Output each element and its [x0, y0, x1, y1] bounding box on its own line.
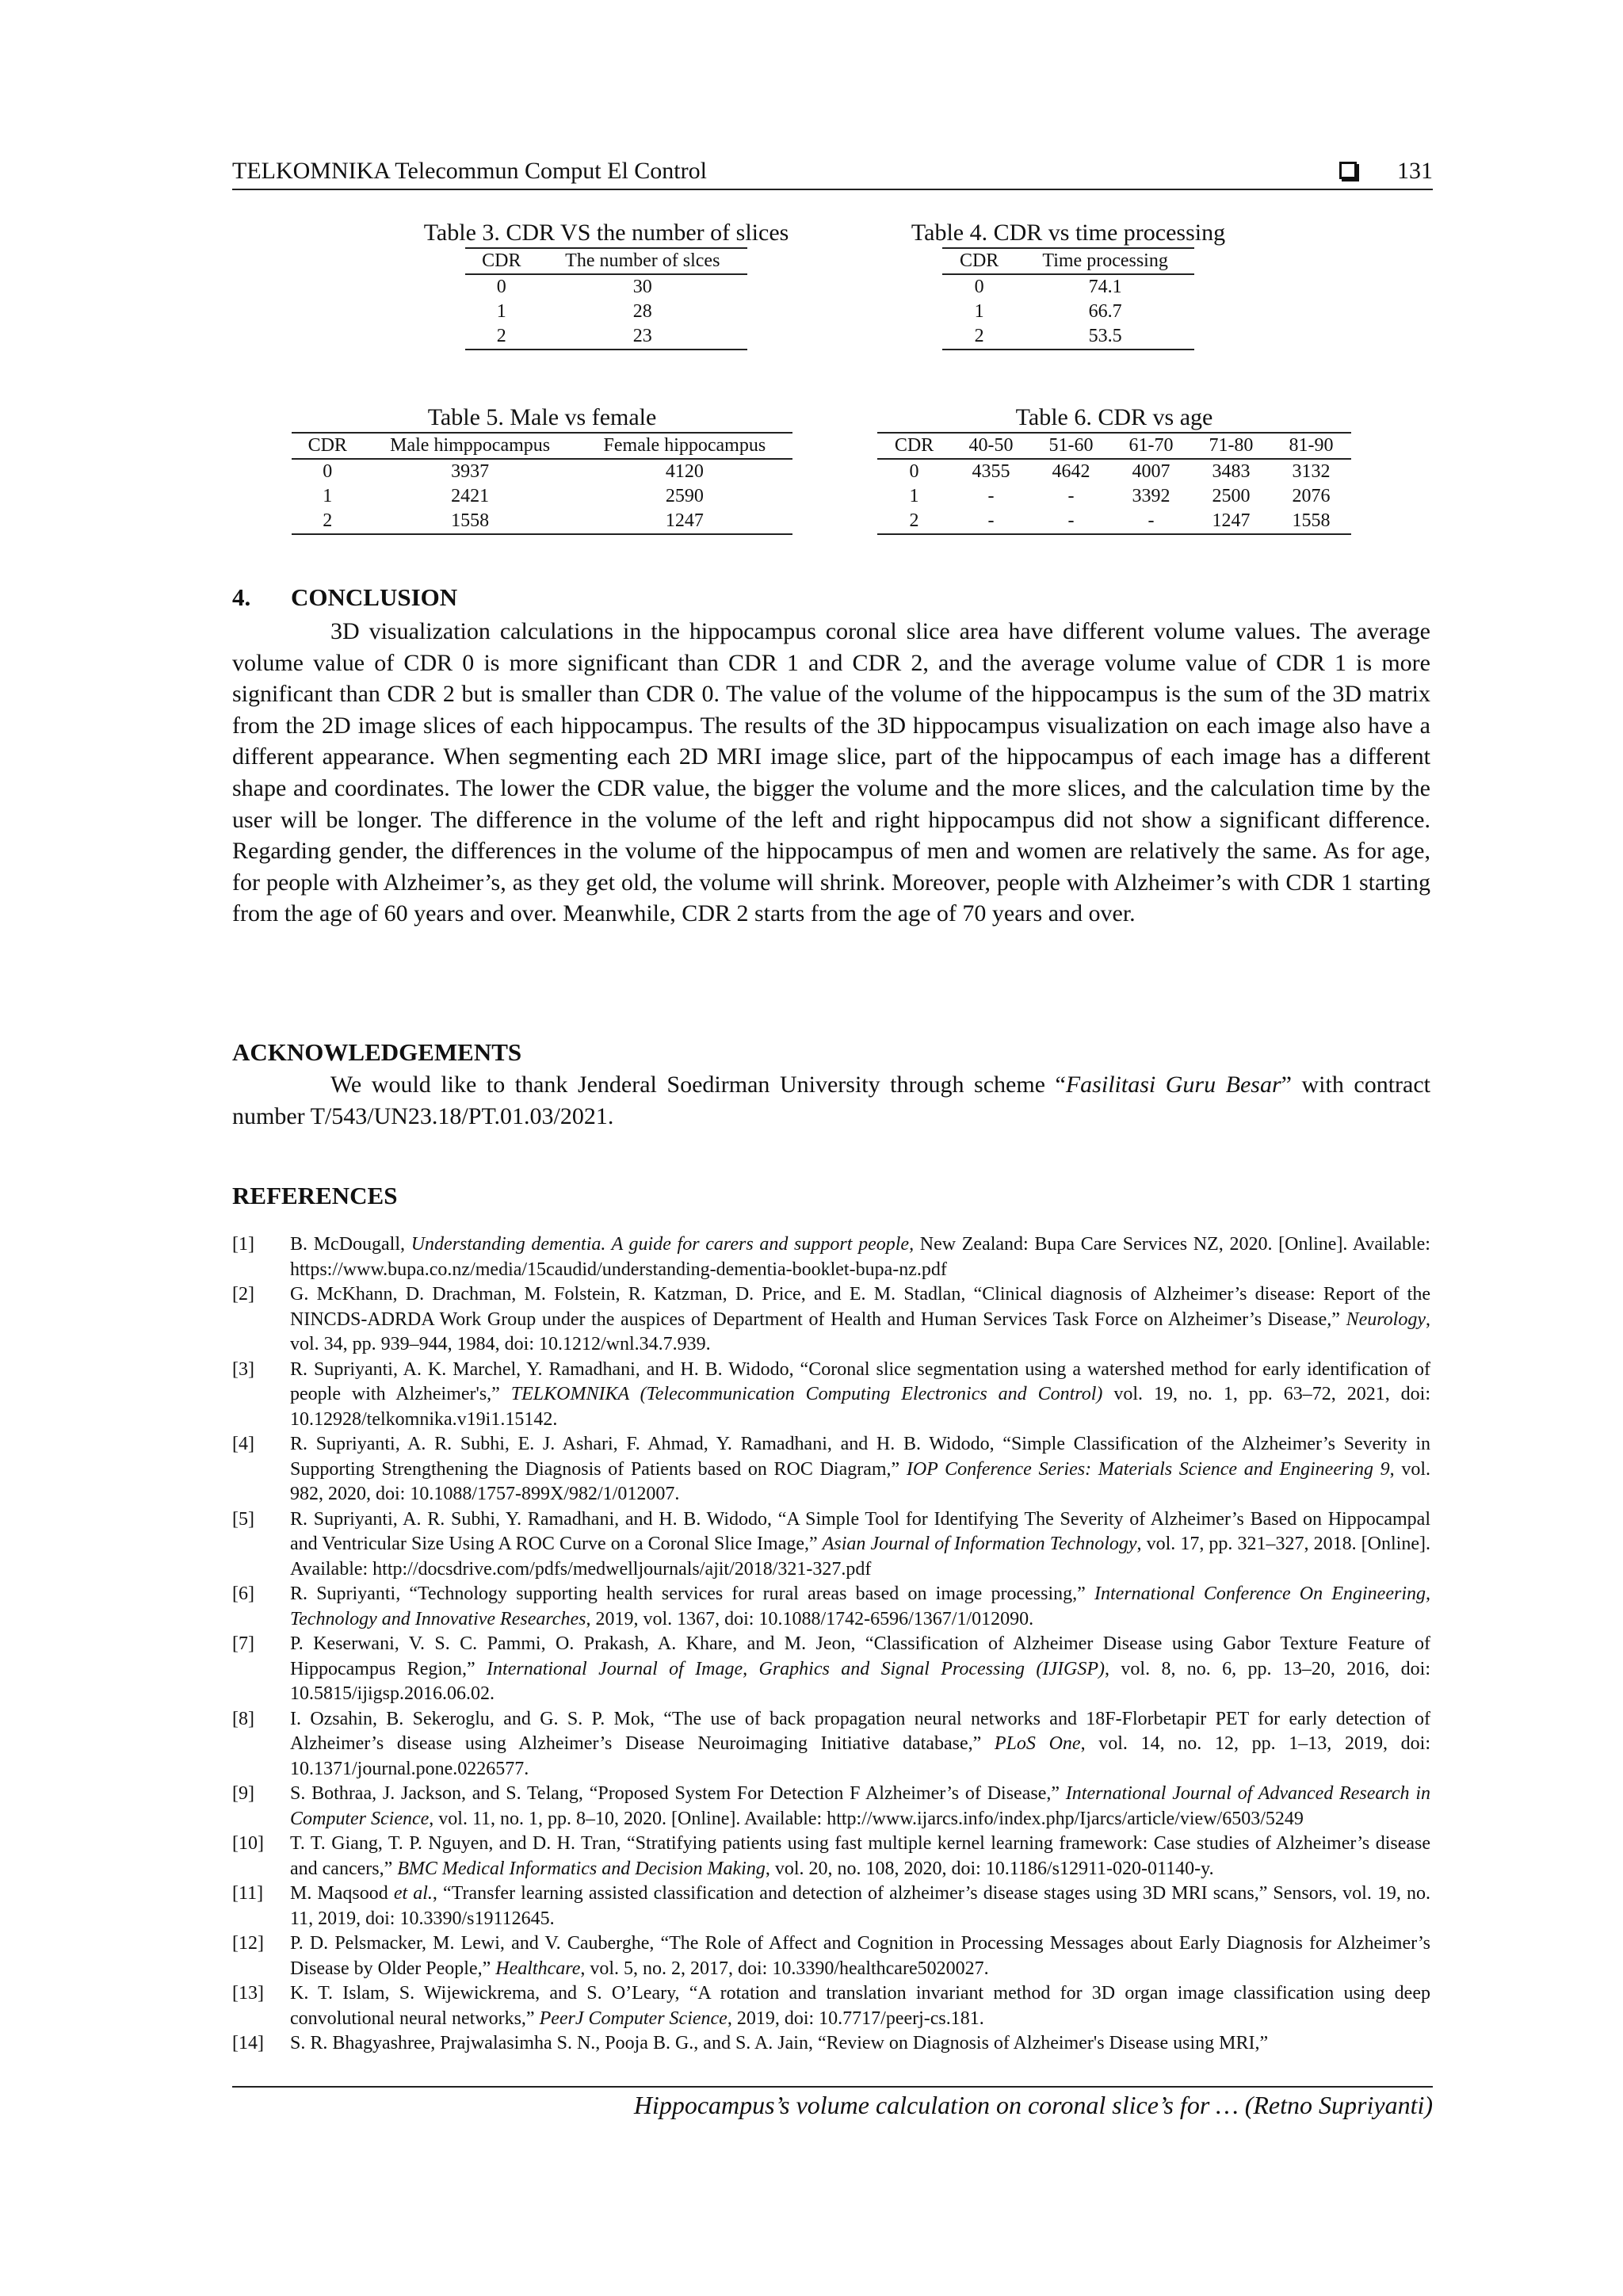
reference-text-part: , vol. 17, pp. 321–327, 2018. [Online]. Available: http://docsdrive.com/pdfs/medwelljournals/ajit/2018/321-327.pdf: [290, 1534, 1430, 1580]
table-cell: 1247: [1191, 509, 1271, 534]
table-cell: 2: [877, 509, 951, 534]
table-cell: -: [951, 509, 1031, 534]
table-cell: 1: [974, 301, 984, 322]
reference-text-part: M. Maqsood: [290, 1883, 394, 1904]
ack-text-after: ” with contract number T/543/UN23.18/PT.01.03/2021.: [232, 1072, 1430, 1129]
running-footer: Hippocampus’s volume calculation on coronal slice’s for … (Retno Supriyanti): [633, 2091, 1433, 2119]
reference-text-part: , vol. 5, no. 2, 2017, doi: 10.3390/healthcare5020027.: [580, 1958, 989, 1979]
reference-item: [232, 1632, 1430, 1707]
table-row: [942, 300, 1194, 324]
table-cell: 2421: [451, 486, 490, 506]
table-cell: 4642: [1052, 461, 1090, 482]
table-cell: 1: [323, 486, 333, 506]
table-header-cell: CDR: [942, 248, 1016, 274]
table-header-cell: 81-90: [1271, 433, 1351, 459]
reference-number: [2]: [232, 1284, 254, 1305]
reference-text: [290, 1782, 1430, 1832]
reference-text-part: , vol. 8, no. 6, pp. 13–20, 2016, doi: 10.5815/ijigsp.2016.06.02.: [290, 1658, 1431, 1704]
reference-text-part: , vol. 11, no. 1, pp. 8–10, 2020. [Online]. Available: http://www.ijarcs.info/index.php/Ijarcs/article/view/6503/5249: [429, 1808, 1304, 1829]
table-4: [886, 219, 1251, 350]
reference-number: [3]: [232, 1358, 254, 1380]
reference-text-part: P. D. Pelsmacker, M. Lewi, and V. Cauberghe, “The Role of Affect and Cognition in Processing Messages about Early Diagnosis for Alzheimer’s Disease by Older People,”: [290, 1933, 1430, 1979]
reference-item: [232, 1507, 1430, 1583]
references-list: [232, 1232, 1430, 2057]
reference-text-part: S. Bothraa, J. Jackson, and S. Telang, “Proposed System For Detection F Alzheimer’s of Disease,”: [290, 1783, 1066, 1804]
table-row: [942, 274, 1194, 300]
reference-text: [290, 1282, 1430, 1358]
journal-name: TELKOMNIKA Telecommun Comput El Control: [232, 158, 707, 184]
acknowledgements-heading: ACKNOWLEDGEMENTS: [232, 1038, 522, 1066]
reference-text-part: , “Transfer learning assisted classification and detection of alzheimer’s disease stages using 3D MRI scans,” Sensors, vol. 19, no. 11, 2019, doi: 10.3390/s19112645.: [290, 1883, 1430, 1929]
table-5-caption: Table 5. Male vs female: [427, 404, 657, 430]
square-bullet-icon: [1339, 162, 1357, 179]
reference-item: [232, 1432, 1430, 1507]
reference-text-part: I. Ozsahin, B. Sekeroglu, and G. S. P. Mok, “The use of back propagation neural networks and 18F-Florbetapir PET for early detection of Alzheimer’s disease using Alzheimer’s Disease Neuroimaging Initiative database,”: [290, 1708, 1430, 1754]
reference-item: [232, 1782, 1430, 1832]
table-header-cell: 40-50: [951, 433, 1031, 459]
reference-text-part: R. Supriyanti, A. R. Subhi, Y. Ramadhani, and H. B. Widodo, “A Simple Tool for Identifying The Severity of Alzheimer’s Based on Hippocampal and Ventricular Size Using A ROC Curve on a Coronal Slice Image,”: [290, 1508, 1430, 1554]
reference-item: [232, 1881, 1430, 1931]
table-row: [465, 274, 747, 300]
table-cell: 2500: [1212, 486, 1251, 506]
conclusion-paragraph: 3D visualization calculations in the hippocampus coronal slice area have different volume values. The average volume value of CDR 0 is more significant than CDR 1 and CDR 2, and the average volume value of CDR 1 is more significant than CDR 2 but is smaller than CDR 0. The value of the volume of the hippocampus is the sum of the 3D matrix from the 2D image slices of each hippocampus. The results of the 3D hippocampus visualization on each image also have a different appearance. When segmenting each 2D MRI image slice, part of the hippocampus of each image has a different shape and coordinates. The lower the CDR value, the bigger the volume and the more slices, and the calculation time by the user will be longer. The difference in the volume of the left and right hippocampus did not show a significant difference. Regarding gender, the differences in the volume of the hippocampus of men and women are relatively the same. As for age, for people with Alzheimer’s, as they get old, the volume will shrink. Moreover, people with Alzheimer’s with CDR 1 starting from the age of 60 years and over. Meanwhile, CDR 2 starts from the age of 70 years and over.: [232, 618, 1430, 927]
reference-item: [232, 2031, 1430, 2057]
table-cell: -: [1067, 486, 1075, 506]
table-header-cell: CDR: [877, 433, 951, 459]
reference-text-part: , vol. 982, 2020, doi: 10.1088/1757-899X/982/1/012007.: [290, 1458, 1431, 1504]
reference-text-part: S. R. Bhagyashree, Prajwalasimha S. N., Pooja B. G., and S. A. Jain, “Review on Diagnosis of Alzheimer's Disease using MRI,”: [290, 2033, 1269, 2053]
references-heading: REFERENCES: [232, 1182, 398, 1209]
table-cell: -: [1031, 509, 1111, 534]
table-header-cell: CDR: [292, 433, 364, 459]
reference-number: [13]: [232, 1983, 264, 2004]
reference-item: [232, 1232, 1430, 1282]
table-4-grid: [942, 247, 1194, 350]
table-cell: 0: [974, 277, 984, 297]
reference-item: [232, 1582, 1430, 1632]
table-header-cell: 61-70: [1111, 433, 1191, 459]
page-number: 131: [1397, 158, 1433, 184]
table-cell: 0: [909, 461, 919, 482]
table-5-grid: [292, 432, 792, 535]
table-cell: 2: [942, 324, 1016, 350]
reference-number: [7]: [232, 1633, 254, 1654]
reference-italic-part: Neurology: [1346, 1308, 1426, 1330]
reference-italic-part: Healthcare: [495, 1958, 581, 1979]
section-number: 4.: [232, 583, 251, 611]
table-cell: 1558: [364, 509, 577, 534]
table-header-cell: CDR: [465, 248, 538, 274]
table-cell: 4007: [1132, 461, 1170, 482]
table-row: [292, 459, 792, 484]
table-cell: 2076: [1292, 486, 1331, 506]
reference-number: [6]: [232, 1584, 254, 1604]
table-header-cell: Time processing: [1016, 248, 1194, 274]
reference-italic-part: International Journal of Image, Graphics and Signal Processing (IJIGSP): [487, 1658, 1106, 1679]
footer-rule: [232, 2086, 1433, 2088]
ack-text-before: We would like to thank Jenderal Soedirman University through scheme “: [330, 1072, 1066, 1098]
reference-number: [11]: [232, 1883, 264, 1904]
reference-text: [290, 1707, 1430, 1782]
reference-italic-part: International Conference On Engineering, Technology and Innovative Researches: [290, 1584, 1430, 1629]
reference-number: [5]: [232, 1508, 254, 1530]
reference-item: [232, 1931, 1430, 1981]
reference-text: [290, 1931, 1430, 1981]
reference-italic-part: PLoS One: [994, 1733, 1081, 1754]
table-cell: 1247: [577, 509, 792, 534]
reference-item: [232, 1981, 1430, 2031]
table-row: [942, 324, 1194, 350]
table-4-caption: Table 4. CDR vs time processing: [911, 220, 1226, 246]
ack-scheme-name: Fasilitasi Guru Besar: [1065, 1072, 1281, 1098]
reference-italic-part: Understanding dementia. A guide for carers and support people,: [411, 1234, 915, 1255]
table-cell: 1: [496, 301, 506, 322]
reference-text-part: R. Supriyanti, A. K. Marchel, Y. Ramadhani, and H. B. Widodo, “Coronal slice segmentation using a watershed method for early identification of people with Alzheimer's,”: [290, 1358, 1430, 1404]
table-cell: 74.1: [1088, 277, 1122, 297]
section-title-text: CONCLUSION: [291, 583, 458, 611]
acknowledgements-paragraph: [232, 1069, 1430, 1132]
table-header-cell: Female hippocampus: [577, 433, 792, 459]
table-cell: 3392: [1132, 486, 1170, 506]
table-cell: 53.5: [1016, 324, 1194, 350]
reference-text: [290, 2031, 1430, 2057]
reference-item: [232, 1707, 1430, 1782]
table-row: [877, 509, 1351, 534]
table-cell: 3132: [1292, 461, 1331, 482]
table-row: [292, 509, 792, 534]
reference-text: [290, 1582, 1430, 1632]
reference-item: [232, 1832, 1430, 1881]
reference-text-part: , 2019, vol. 1367, doi: 10.1088/1742-6596/1367/1/012090.: [586, 1608, 1034, 1629]
table-cell: 3483: [1212, 461, 1251, 482]
table-header-cell: 51-60: [1031, 433, 1111, 459]
reference-text-part: , 2019, doi: 10.7717/peerj-cs.181.: [727, 2008, 984, 2029]
reference-italic-part: BMC Medical Informatics and Decision Making: [397, 1858, 766, 1879]
reference-italic-part: IOP Conference Series: Materials Science and Engineering 9: [906, 1458, 1390, 1480]
table-row: [465, 300, 747, 324]
table-cell: 0: [496, 277, 506, 297]
table-3: [388, 219, 824, 350]
reference-item: [232, 1282, 1430, 1358]
reference-text: [290, 1881, 1430, 1931]
table-cell: 1558: [1271, 509, 1351, 534]
reference-text-part: G. McKhann, D. Drachman, M. Folstein, R. Katzman, D. Price, and E. M. Stadlan, “Clinical diagnosis of Alzheimer’s disease: Report of the NINCDS-ADRDA Work Group under the auspices of Department of Health and Human Services Task Force on Alzheimer’s Disease,”: [290, 1284, 1430, 1330]
table-cell: 1: [909, 486, 919, 506]
table-row: [292, 484, 792, 509]
table-row: [465, 324, 747, 350]
reference-number: [8]: [232, 1708, 254, 1729]
reference-number: [4]: [232, 1434, 254, 1454]
reference-text-part: K. T. Islam, S. Wijewickrema, and S. O’Leary, “A rotation and translation invariant method for 3D organ image classification using deep convolutional neural networks,”: [290, 1983, 1430, 2029]
reference-text-part: vol. 19, no. 1, pp. 63–72, 2021, doi: 10.12928/telkomnika.v19i1.15142.: [290, 1384, 1430, 1430]
reference-italic-part: PeerJ Computer Science: [539, 2008, 727, 2029]
table-3-grid: [465, 247, 747, 350]
reference-text-part: T. T. Giang, T. P. Nguyen, and D. H. Tran, “Stratifying patients using fast multiple kernel learning framework: Case studies of Alzheimer’s disease and cancers,”: [290, 1833, 1430, 1879]
reference-text: [290, 1232, 1430, 1282]
table-cell: 0: [323, 461, 333, 482]
reference-text-part: , vol. 14, no. 12, pp. 1–13, 2019, doi: 10.1371/journal.pone.0226577.: [290, 1733, 1430, 1779]
reference-number: [1]: [232, 1234, 254, 1255]
table-6-caption: Table 6. CDR vs age: [1015, 404, 1213, 430]
reference-text-part: P. Keserwani, V. S. C. Pammi, O. Prakash, A. Khare, and M. Jeon, “Classification of Alzheimer Disease using Gabor Texture Feature of Hippocampus Region,”: [290, 1633, 1430, 1679]
table-6: [877, 403, 1351, 535]
reference-text: [290, 1981, 1430, 2031]
reference-italic-part: et al.: [393, 1883, 433, 1904]
reference-text: [290, 1632, 1430, 1707]
table-cell: 23: [538, 324, 747, 350]
reference-text-part: R. Supriyanti, A. R. Subhi, E. J. Ashari, F. Ahmad, Y. Ramadhani, and H. B. Widodo, “Simple Classification of the Alzheimer’s Severity in Supporting Strengthening the Diagnosis of Patients based on ROC Diagram,”: [290, 1434, 1430, 1480]
reference-text: [290, 1832, 1430, 1881]
reference-text: [290, 1507, 1430, 1583]
reference-italic-part: International Journal of Advanced Research in Computer Science: [290, 1783, 1430, 1829]
table-cell: 4355: [972, 461, 1010, 482]
table-row: [877, 484, 1351, 509]
reference-number: [9]: [232, 1783, 254, 1804]
table-cell: 2: [465, 324, 538, 350]
table-cell: 4120: [665, 461, 704, 482]
table-cell: 30: [632, 277, 652, 297]
table-cell: 66.7: [1088, 301, 1122, 322]
reference-text: [290, 1432, 1430, 1507]
reference-text-part: R. Supriyanti, “Technology supporting health services for rural areas based on image processing,”: [290, 1584, 1095, 1604]
table-cell: -: [1111, 509, 1191, 534]
reference-number: [14]: [232, 2033, 264, 2053]
running-header: [232, 155, 1433, 190]
table-row: [877, 459, 1351, 484]
reference-number: [12]: [232, 1933, 264, 1954]
reference-italic-part: Asian Journal of Information Technology: [822, 1534, 1137, 1554]
reference-item: [232, 1358, 1430, 1433]
table-cell: 2: [292, 509, 364, 534]
reference-text-part: B. McDougall,: [290, 1234, 411, 1255]
table-3-caption: Table 3. CDR VS the number of slices: [423, 220, 789, 246]
table-header-cell: 71-80: [1191, 433, 1271, 459]
table-cell: 3937: [451, 461, 490, 482]
reference-text-part: New Zealand: Bupa Care Services NZ, 2020. [Online]. Available: https://www.bupa.co.nz/media/15caudid/understanding-dementia-booklet-bupa-nz.pdf: [290, 1234, 1430, 1280]
table-5: [292, 403, 792, 535]
table-cell: 28: [632, 301, 652, 322]
table-cell: -: [987, 486, 995, 506]
reference-number: [10]: [232, 1833, 264, 1854]
table-header-cell: The number of slces: [538, 248, 747, 274]
reference-text: [290, 1358, 1430, 1433]
reference-italic-part: TELKOMNIKA (Telecommunication Computing Electronics and Control): [510, 1384, 1103, 1404]
conclusion-heading: [232, 583, 457, 612]
table-6-grid: [877, 432, 1351, 535]
table-cell: 2590: [665, 486, 704, 506]
table-header-cell: Male himppocampus: [364, 433, 577, 459]
reference-text-part: , vol. 20, no. 108, 2020, doi: 10.1186/s12911-020-01140-y.: [765, 1858, 1214, 1879]
reference-text-part: , vol. 34, pp. 939–944, 1984, doi: 10.1212/wnl.34.7.939.: [290, 1308, 1430, 1354]
